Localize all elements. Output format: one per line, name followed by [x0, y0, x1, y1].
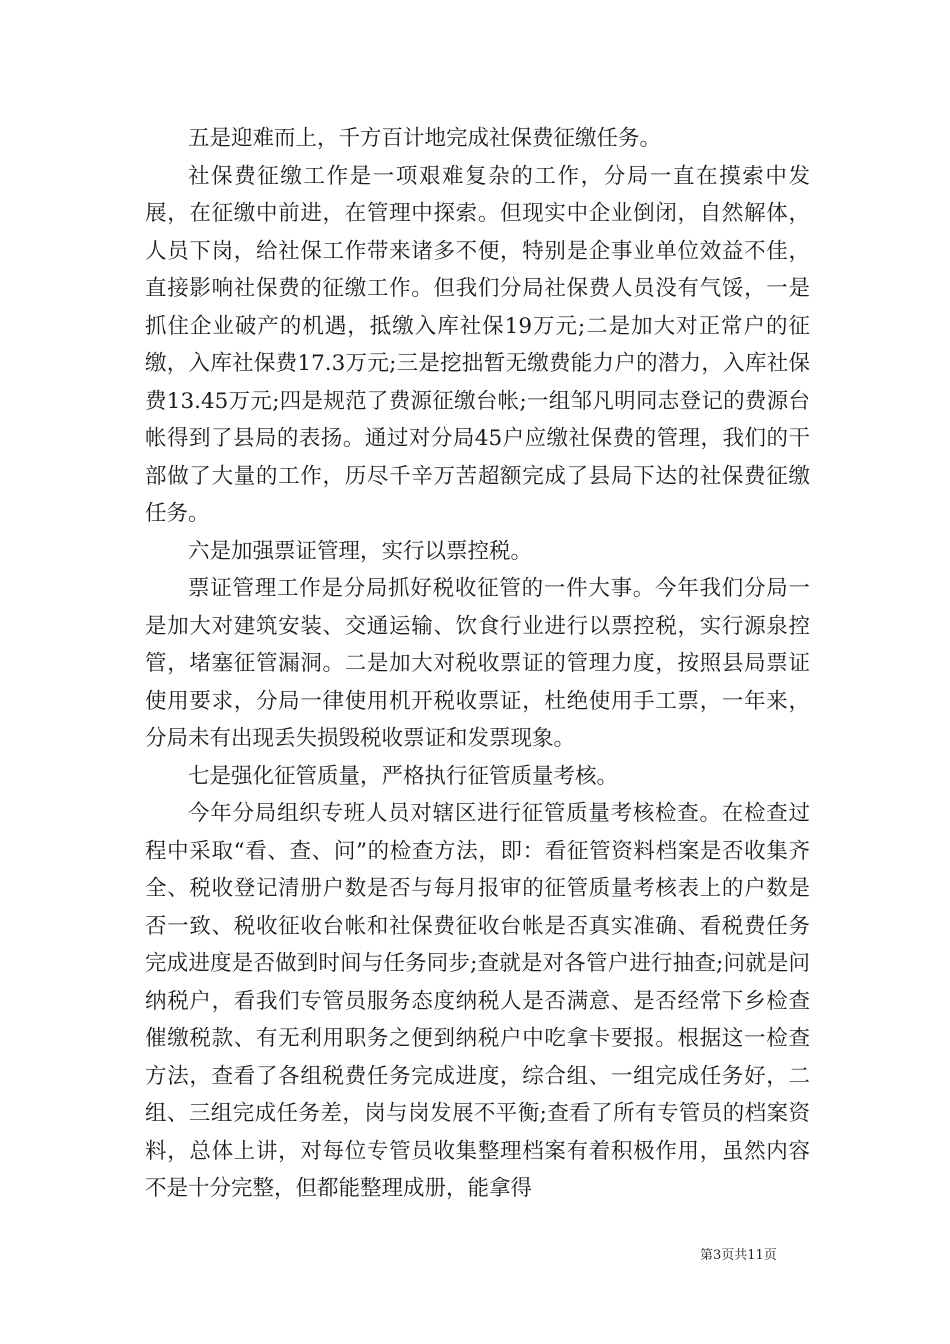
paragraph-ticket-management: 票证管理工作是分局抓好税收征管的一件大事。今年我们分局一是加大对建筑安装、交通运输、饮食行业进行以票控税，实行源泉控管，堵塞征管漏洞。二是加大对税收票证的管理力度，按照县局票证使用要求，分局一律使用机开税收票证，杜绝使用手工票，一年来，分局未有出现丢失损毁税收票证和发票现象。 — [145, 576, 810, 751]
heading-item-six: 六是加强票证管理，实行以票控税。 — [188, 538, 533, 564]
heading-item-five: 五是迎难而上，千方百计地完成社保费征缴任务。 — [188, 126, 662, 151]
paragraph-social-security: 社保费征缴工作是一项艰难复杂的工作，分局一直在摸索中发展，在征缴中前进，在管理中探索。但现实中企业倒闭，自然解体，人员下岗，给社保工作带来诸多不便，特别是企事业单位效益不佳，直接影响社保费的征缴工作。但我们分局社保费人员没有气馁，一是抓住企业破产的机遇，抵缴入库社保19万元;二是加大对正常户的征缴，入库社保费17.3万元;三是挖拙暂无缴费能力户的潜力，入库社保费13.45万元;四是规范了费源征缴台帐;一组邹凡明同志登记的费源台帐得到了县局的表扬。通过对分局45户应缴社保费的管理，我们的干部做了大量的工作，历尽千辛万苦超额完成了县局下达的社保费征缴任务。 — [145, 163, 810, 526]
paragraph-quality-assessment: 今年分局组织专班人员对辖区进行征管质量考核检查。在检查过程中采取“看、查、问”的检查方法，即：看征管资料档案是否收集齐全、税收登记清册户数是否与每月报审的征管质量考核表上的户数是否一致、税收征收台帐和社保费征收台帐是否真实准确、看税费任务完成进度是否做到时间与任务同步;查就是对各管户进行抽查;问就是问纳税户，看我们专管员服务态度纳税人是否满意、是否经常下乡检查催缴税款、有无利用职务之便到纳税户中吃拿卡要报。根据这一检查方法，查看了各组税费任务完成进度，综合组、一组完成任务好，二组、三组完成任务差，岗与岗发展不平衡;查看了所有专管员的档案资料，总体上讲，对每位专管员收集整理档案有着积极作用，虽然内容不是十分完整，但都能整理成册，能拿得 — [145, 801, 810, 1201]
heading-item-seven: 七是强化征管质量，严格执行征管质量考核。 — [188, 763, 619, 789]
document-body — [145, 120, 810, 1208]
page-number: 第3页共11页 — [700, 1248, 777, 1263]
